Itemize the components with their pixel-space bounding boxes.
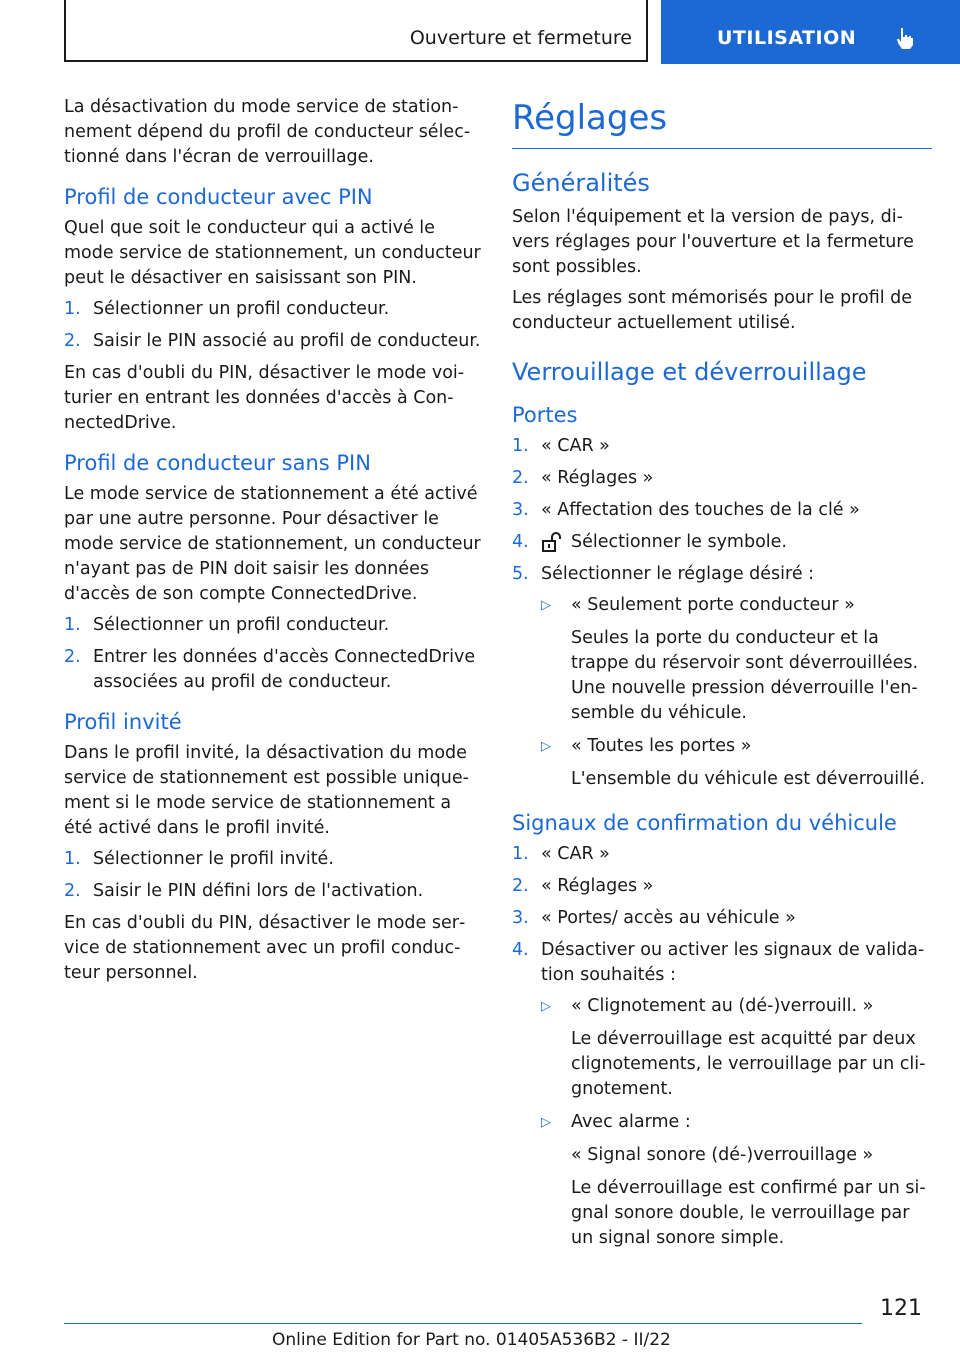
list-item — [541, 734, 932, 792]
step-number: 2. — [64, 647, 81, 667]
paragraph: Le mode service de stationnement a été activé par une autre personne. Pour désactiver le mode service de stationnement, un conducteur n'ayant pas de PIN doit saisir les données d'accès de son compte ConnectedDrive. — [64, 484, 481, 604]
step-number: 2. — [512, 468, 529, 488]
step-number: 2. — [64, 331, 81, 351]
step-number: 5. — [512, 564, 529, 584]
step-number: 1. — [512, 436, 529, 456]
list-item — [541, 994, 932, 1102]
right-column — [512, 92, 932, 1259]
heading-profile-without-pin: Profil de conducteur sans PIN — [64, 451, 371, 475]
option-description: Le déverrouillage est acquitté par deux clignotements, le verrouillage par un clignotement. — [571, 1029, 926, 1099]
step-text: Sélectionner un profil conducteur. — [93, 615, 390, 635]
list-item — [512, 466, 932, 491]
option-description: « Signal sonore (dé-)verrouillage » — [571, 1145, 874, 1165]
triangle-bullet-icon: ▷ — [541, 999, 551, 1014]
unlock-icon — [541, 532, 565, 552]
step-number: 1. — [64, 299, 81, 319]
paragraph: En cas d'oubli du PIN, désactiver le mode voiturier en entrant les données d'accès à ConnectedDrive. — [64, 363, 465, 433]
left-column — [64, 95, 482, 992]
intro-paragraph: La désactivation du mode service de stationnement dépend du profil de conducteur sélectionné dans l'écran de verrouillage. — [64, 97, 471, 167]
list-item — [64, 297, 482, 322]
header-chapter-title: UTILISATION — [717, 27, 857, 49]
step-number: 1. — [64, 849, 81, 869]
hand-pointer-icon — [895, 26, 917, 50]
step-text: Sélectionner un profil conducteur. — [93, 299, 390, 319]
option-label: « Clignotement au (dé-)verrouill. » — [571, 996, 874, 1016]
footer-edition: Online Edition for Part no. 01405A536B2 - II/22 — [272, 1330, 671, 1350]
heading-lock-unlock: Verrouillage et déverrouillage — [512, 358, 867, 386]
list-item — [541, 593, 932, 726]
steps-list — [512, 842, 932, 1251]
step-number: 2. — [64, 881, 81, 901]
list-item — [64, 879, 482, 904]
option-label: Avec alarme : — [571, 1112, 691, 1132]
header-section-box — [64, 0, 648, 62]
heading-guest-profile: Profil invité — [64, 710, 182, 734]
list-item — [64, 613, 482, 638]
heading-settings: Réglages — [512, 96, 932, 149]
paragraph: Selon l'équipement et la version de pays, divers réglages pour l'ouverture et la fermeture sont possibles. — [512, 207, 914, 277]
header-chapter-box — [661, 0, 960, 64]
step-number: 3. — [512, 908, 529, 928]
triangle-bullet-icon: ▷ — [541, 598, 551, 613]
steps-list — [512, 434, 932, 792]
page-number: 121 — [880, 1296, 922, 1321]
option-label: « Seulement porte conducteur » — [571, 595, 855, 615]
heading-doors: Portes — [512, 403, 578, 427]
step-number: 4. — [512, 532, 529, 552]
paragraph: Quel que soit le conducteur qui a activé le mode service de stationnement, un conducteur peut le désactiver en saisissant son PIN. — [64, 218, 481, 288]
list-item — [64, 645, 482, 695]
options-list — [541, 593, 932, 792]
list-item — [512, 562, 932, 792]
step-number: 4. — [512, 940, 529, 960]
step-text: « Portes/ accès au véhicule » — [541, 908, 796, 928]
step-text: « Réglages » — [541, 468, 654, 488]
options-list — [541, 994, 932, 1251]
list-item — [512, 938, 932, 1251]
step-text: Désactiver ou activer les signaux de validation souhaités : — [541, 940, 925, 985]
step-text: « CAR » — [541, 436, 610, 456]
triangle-bullet-icon: ▷ — [541, 739, 551, 754]
heading-confirmation-signals: Signaux de confirmation du véhicule — [512, 811, 897, 835]
list-item — [512, 434, 932, 459]
step-text: « Réglages » — [541, 876, 654, 896]
paragraph: Les réglages sont mémorisés pour le profil de conducteur actuellement utilisé. — [512, 288, 913, 333]
header-section-title: Ouverture et fermeture — [409, 27, 632, 49]
step-text: « Affectation des touches de la clé » — [541, 500, 860, 520]
option-description: Seules la porte du conducteur et la trappe du réservoir sont déverrouillées. Une nouvelle pression déverrouille l'ensemble du véhicule. — [571, 628, 919, 723]
step-number: 1. — [512, 844, 529, 864]
option-label: « Toutes les portes » — [571, 736, 752, 756]
list-item — [512, 498, 932, 523]
heading-profile-with-pin: Profil de conducteur avec PIN — [64, 185, 373, 209]
paragraph: En cas d'oubli du PIN, désactiver le mode service de stationnement avec un profil conducteur personnel. — [64, 913, 466, 983]
list-item — [512, 842, 932, 867]
step-text: « CAR » — [541, 844, 610, 864]
list-item — [512, 530, 932, 555]
step-text: Sélectionner le profil invité. — [93, 849, 334, 869]
option-description: L'ensemble du véhicule est déverrouillé. — [571, 769, 926, 789]
step-number: 1. — [64, 615, 81, 635]
step-number: 2. — [512, 876, 529, 896]
steps-list — [64, 847, 482, 904]
triangle-bullet-icon: ▷ — [541, 1115, 551, 1130]
step-text: Sélectionner le symbole. — [571, 532, 787, 552]
list-item — [541, 1110, 932, 1251]
steps-list — [64, 297, 482, 354]
step-number: 3. — [512, 500, 529, 520]
step-text: Saisir le PIN associé au profil de conducteur. — [93, 331, 481, 351]
step-text: Sélectionner le réglage désiré : — [541, 564, 815, 584]
step-text: Saisir le PIN défini lors de l'activation. — [93, 881, 424, 901]
list-item — [512, 906, 932, 931]
option-description: Le déverrouillage est confirmé par un signal sonore double, le verrouillage par un signal sonore simple. — [571, 1178, 926, 1248]
list-item — [64, 847, 482, 872]
steps-list — [64, 613, 482, 695]
heading-general: Généralités — [512, 169, 650, 197]
paragraph: Dans le profil invité, la désactivation du mode service de stationnement est possible uniquement si le mode service de stationnement a été activé dans le profil invité. — [64, 743, 469, 838]
step-text: Entrer les données d'accès ConnectedDrive associées au profil de conducteur. — [93, 647, 476, 692]
footer-divider — [64, 1323, 862, 1324]
list-item — [64, 329, 482, 354]
list-item — [512, 874, 932, 899]
